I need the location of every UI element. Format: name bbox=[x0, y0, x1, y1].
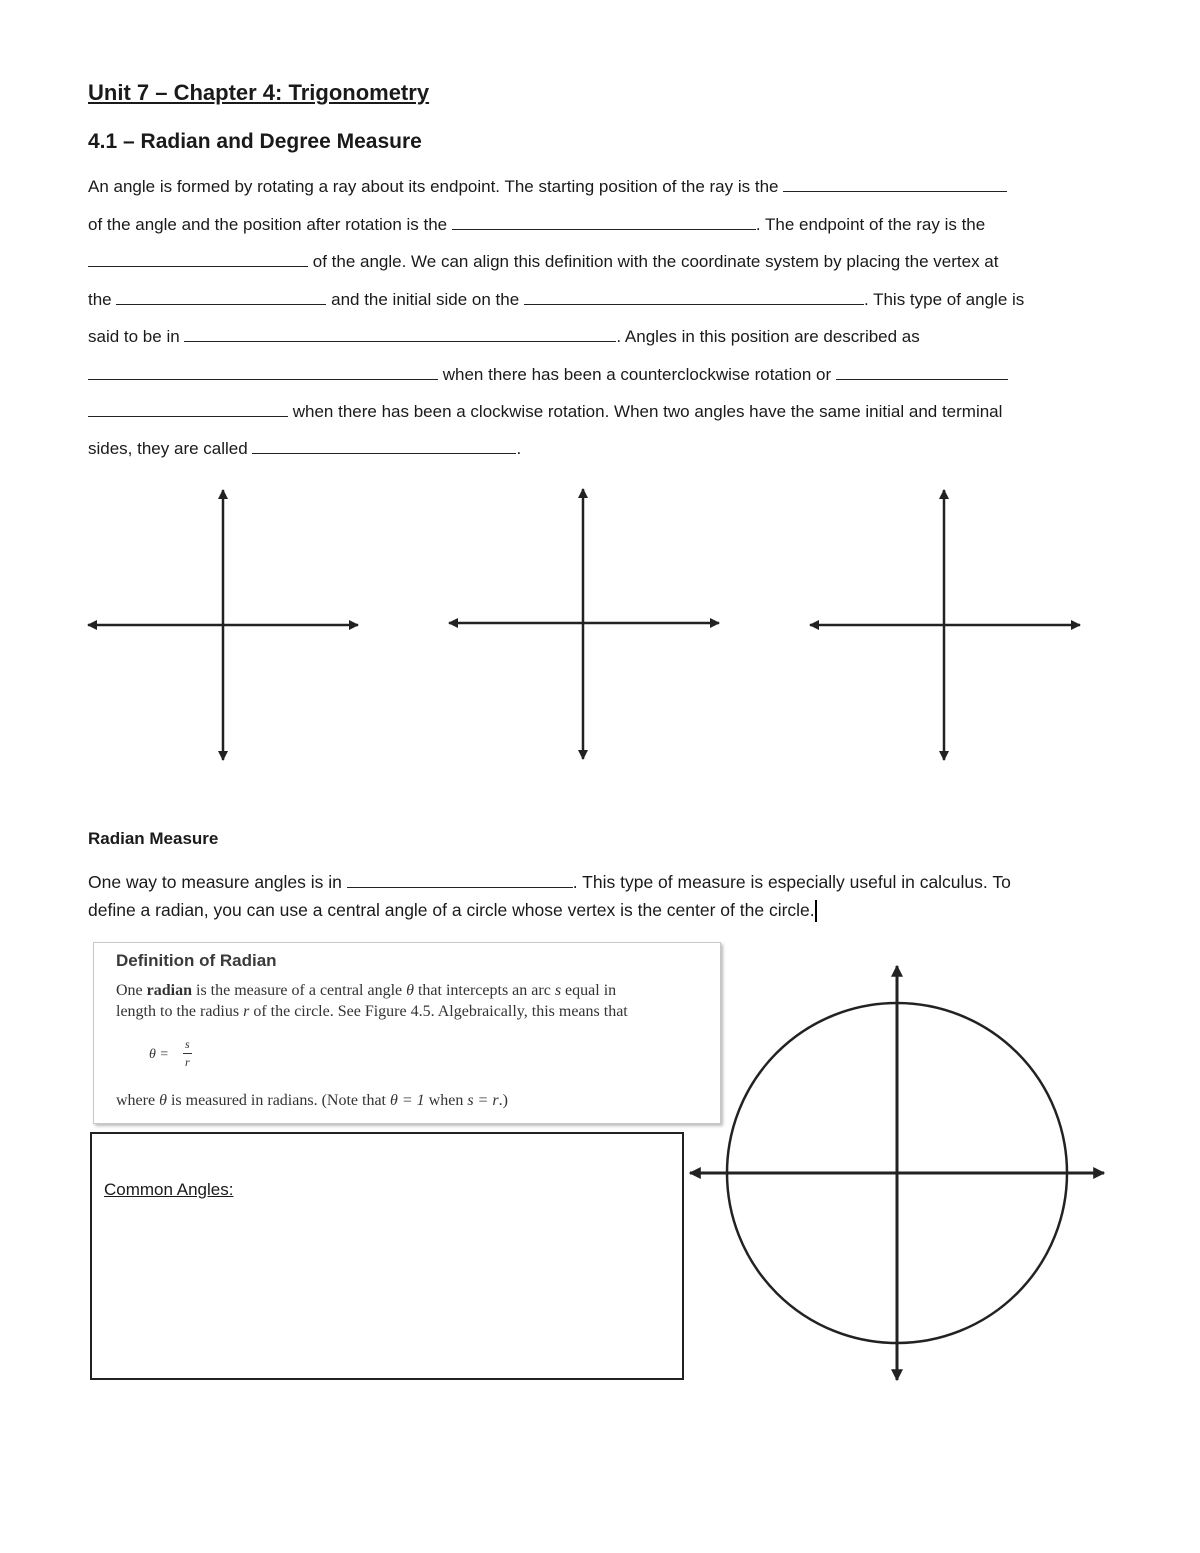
theta-equation: θ = 1 bbox=[390, 1092, 425, 1109]
def-text: length to the radius bbox=[116, 1003, 244, 1020]
intro-text: . Angles in this position are described as bbox=[616, 327, 920, 346]
intro-text: said to be in bbox=[88, 327, 180, 346]
radius-symbol: r bbox=[243, 1003, 250, 1020]
radian-text: . This type of measure is especially useful in calculus. To bbox=[572, 872, 1011, 892]
intro-text: . bbox=[516, 439, 522, 458]
formula-numerator: s bbox=[185, 1037, 190, 1051]
intro-text: of the angle and the position after rotation is the bbox=[88, 215, 448, 234]
section-title: 4.1 – Radian and Degree Measure bbox=[88, 130, 422, 153]
def-text: when bbox=[424, 1092, 468, 1109]
blank-radians[interactable] bbox=[347, 873, 573, 888]
definition-line-3 bbox=[116, 1092, 508, 1110]
definition-line-1 bbox=[116, 982, 616, 1000]
intro-text: and the initial side on the bbox=[331, 290, 520, 309]
intro-text: sides, they are called bbox=[88, 439, 248, 458]
theta-symbol: θ bbox=[159, 1092, 167, 1109]
def-text: of the circle. See Figure 4.5. Algebraically, this means that bbox=[249, 1003, 628, 1020]
formula-lhs: θ = bbox=[149, 1047, 169, 1062]
radian-line-2 bbox=[88, 898, 817, 922]
coordinate-axes-3 bbox=[810, 490, 1080, 760]
def-text: .) bbox=[498, 1092, 508, 1109]
definition-title: Definition of Radian bbox=[116, 951, 277, 970]
intro-text: when there has been a clockwise rotation. When two angles have the same initial and terminal bbox=[292, 402, 1003, 421]
intro-text: the bbox=[88, 290, 112, 309]
intro-text: when there has been a counterclockwise rotation or bbox=[442, 365, 832, 384]
radian-line-1 bbox=[88, 870, 1011, 894]
radian-text: One way to measure angles is in bbox=[88, 872, 342, 892]
def-text: is measured in radians. (Note that bbox=[166, 1092, 390, 1109]
intro-text: of the angle. We can align this definition with the coordinate system by placing the vertex at bbox=[312, 252, 999, 271]
theta-symbol: θ bbox=[406, 982, 414, 999]
definition-line-2 bbox=[116, 1003, 628, 1021]
def-text: where bbox=[116, 1092, 160, 1109]
definition-box bbox=[93, 942, 721, 1124]
text-cursor bbox=[815, 900, 817, 922]
arc-symbol: s bbox=[554, 982, 562, 999]
radian-measure-heading: Radian Measure bbox=[88, 829, 219, 848]
page-title: Unit 7 – Chapter 4: Trigonometry bbox=[88, 80, 430, 105]
coordinate-axes-1 bbox=[88, 490, 358, 760]
def-term-radian: radian bbox=[146, 982, 192, 999]
coordinate-axes-2 bbox=[449, 489, 719, 759]
intro-text: . The endpoint of the ray is the bbox=[755, 215, 986, 234]
unit-circle-diagram bbox=[690, 966, 1104, 1380]
def-text: equal in bbox=[561, 982, 617, 999]
intro-text: An angle is formed by rotating a ray about its endpoint. The starting position of the ray is the bbox=[88, 177, 779, 196]
def-text: One bbox=[116, 982, 147, 999]
s-r-equation: s = r bbox=[467, 1092, 499, 1109]
common-angles-box[interactable] bbox=[90, 1132, 684, 1380]
fraction-bar bbox=[183, 1053, 192, 1054]
radian-text: define a radian, you can use a central angle of a circle whose vertex is the center of the circle. bbox=[88, 900, 815, 920]
formula-denominator: r bbox=[185, 1055, 190, 1069]
def-text: is the measure of a central angle bbox=[192, 982, 407, 999]
def-text: that intercepts an arc bbox=[413, 982, 555, 999]
common-angles-label: Common Angles: bbox=[104, 1180, 234, 1199]
intro-text: . This type of angle is bbox=[863, 290, 1025, 309]
